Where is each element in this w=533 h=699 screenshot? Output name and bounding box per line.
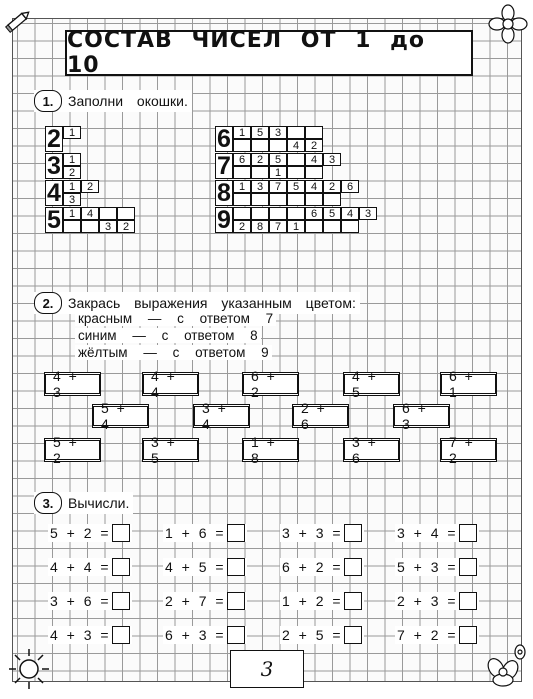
part-cell: 2	[305, 139, 323, 152]
empty-cell[interactable]	[287, 193, 305, 206]
expression-box[interactable]	[142, 368, 199, 400]
calculation-item	[48, 558, 132, 576]
expression-text: 2 + 6	[293, 406, 348, 426]
calculation-text: 4 + 4 =	[50, 559, 109, 575]
part-cell: 5	[251, 126, 269, 139]
calculation-item	[48, 592, 132, 610]
part-cell: 3	[359, 207, 377, 220]
part-cell: 1	[63, 207, 81, 220]
empty-cell[interactable]	[287, 126, 305, 139]
task3-header	[34, 492, 133, 514]
empty-cell[interactable]	[233, 139, 251, 152]
expression-box[interactable]	[343, 368, 400, 400]
answer-box[interactable]	[227, 558, 245, 576]
part-cell: 6	[305, 207, 323, 220]
flowers-icon	[478, 640, 532, 694]
part-cell: 2	[233, 220, 251, 233]
empty-cell[interactable]	[233, 166, 251, 179]
part-cell: 6	[233, 153, 251, 166]
calculation-item	[163, 558, 247, 576]
part-cell: 2	[63, 166, 81, 179]
left-row-3	[45, 153, 81, 179]
empty-cell[interactable]	[305, 193, 323, 206]
calculation-item	[280, 524, 364, 542]
calculation-text: 2 + 5 =	[282, 627, 341, 643]
calculation-text: 5 + 3 =	[397, 559, 456, 575]
left-row-2	[45, 126, 81, 152]
calculation-text: 6 + 3 =	[165, 627, 224, 643]
task1-number: 1.	[34, 90, 62, 112]
part-cell: 6	[341, 180, 359, 193]
answer-box[interactable]	[112, 626, 130, 644]
part-cell: 1	[233, 180, 251, 193]
part-cell: 1	[233, 126, 251, 139]
answer-box[interactable]	[112, 524, 130, 542]
whole-number: 6	[215, 126, 233, 152]
calculation-item	[395, 558, 479, 576]
part-cell: 1	[269, 166, 287, 179]
page-number: 3	[230, 650, 304, 688]
empty-cell[interactable]	[341, 220, 359, 233]
empty-cell[interactable]	[305, 166, 323, 179]
calculation-text: 5 + 2 =	[50, 525, 109, 541]
part-cell: 3	[323, 153, 341, 166]
color-rule-red: красным — с ответом 7	[75, 311, 276, 326]
part-cell: 3	[251, 180, 269, 193]
empty-cell[interactable]	[269, 193, 287, 206]
expression-text: 1 + 8	[243, 440, 298, 460]
empty-cell[interactable]	[287, 153, 305, 166]
calculation-item	[395, 524, 479, 542]
expression-box[interactable]	[242, 368, 299, 400]
calculation-text: 4 + 5 =	[165, 559, 224, 575]
expression-text: 3 + 4	[194, 406, 249, 426]
part-cell: 2	[251, 153, 269, 166]
empty-cell[interactable]	[81, 220, 99, 233]
part-cell: 4	[305, 180, 323, 193]
part-cell: 2	[323, 180, 341, 193]
answer-box[interactable]	[344, 592, 362, 610]
right-row-6	[215, 126, 323, 152]
left-row-4	[45, 180, 99, 206]
calculation-item	[280, 558, 364, 576]
empty-cell[interactable]	[305, 126, 323, 139]
calculation-text: 7 + 2 =	[397, 627, 456, 643]
task3-text: Вычисли.	[68, 495, 130, 511]
part-cell: 1	[63, 126, 81, 139]
expression-text: 5 + 4	[93, 406, 148, 426]
part-cell: 1	[287, 220, 305, 233]
calculation-item	[48, 524, 132, 542]
expression-box[interactable]	[440, 368, 497, 400]
sun-icon	[6, 646, 52, 692]
whole-number: 4	[45, 180, 63, 206]
answer-box[interactable]	[459, 592, 477, 610]
calculation-text: 1 + 2 =	[282, 593, 341, 609]
calculation-text: 2 + 7 =	[165, 593, 224, 609]
empty-cell[interactable]	[269, 139, 287, 152]
part-cell: 4	[341, 207, 359, 220]
empty-cell[interactable]	[63, 220, 81, 233]
empty-cell[interactable]	[233, 193, 251, 206]
answer-box[interactable]	[227, 626, 245, 644]
task1-header	[34, 90, 192, 112]
part-cell: 7	[269, 180, 287, 193]
empty-cell[interactable]	[251, 207, 269, 220]
empty-cell[interactable]	[117, 207, 135, 220]
answer-box[interactable]	[459, 558, 477, 576]
color-rule-yellow: жёлтым — с ответом 9	[75, 345, 272, 360]
calculation-text: 2 + 3 =	[397, 593, 456, 609]
task2-text: Закрась выражения указанным цветом:	[68, 295, 356, 311]
empty-cell[interactable]	[287, 207, 305, 220]
expression-box[interactable]	[343, 434, 400, 466]
empty-cell[interactable]	[251, 166, 269, 179]
whole-number: 7	[215, 153, 233, 179]
expression-box[interactable]	[142, 434, 199, 466]
calculation-item	[163, 626, 247, 644]
right-row-8	[215, 180, 359, 206]
answer-box[interactable]	[112, 558, 130, 576]
calculation-item	[48, 626, 132, 644]
answer-box[interactable]	[459, 626, 477, 644]
expression-text: 6 + 1	[441, 374, 496, 394]
expression-box[interactable]	[44, 434, 101, 466]
answer-box[interactable]	[227, 592, 245, 610]
part-cell: 1	[63, 180, 81, 193]
flower-icon	[488, 4, 528, 44]
expression-box[interactable]	[44, 368, 101, 400]
expression-box[interactable]	[292, 400, 349, 432]
whole-number: 2	[45, 126, 63, 152]
page-title: СОСТАВ ЧИСЕЛ ОТ 1 до 10	[65, 30, 473, 76]
part-cell: 5	[323, 207, 341, 220]
answer-box[interactable]	[344, 626, 362, 644]
part-cell: 4	[81, 207, 99, 220]
expression-text: 4 + 4	[143, 374, 198, 394]
expression-text: 4 + 3	[45, 374, 100, 394]
empty-cell[interactable]	[251, 139, 269, 152]
left-row-5	[45, 207, 135, 233]
empty-cell[interactable]	[323, 193, 341, 206]
expression-box[interactable]	[440, 434, 497, 466]
part-cell: 2	[81, 180, 99, 193]
right-row-7	[215, 153, 341, 179]
part-cell: 3	[99, 220, 117, 233]
task2-number: 2.	[34, 292, 62, 314]
answer-box[interactable]	[227, 524, 245, 542]
task1-text: Заполни окошки.	[68, 93, 188, 109]
expression-text: 6 + 2	[243, 374, 298, 394]
part-cell: 2	[117, 220, 135, 233]
expression-text: 3 + 5	[143, 440, 198, 460]
color-rule-blue: синим — с ответом 8	[75, 328, 261, 343]
calculation-item	[395, 592, 479, 610]
expression-box[interactable]	[92, 400, 149, 432]
calculation-item	[163, 592, 247, 610]
task3-number: 3.	[34, 492, 62, 514]
calculation-item	[280, 592, 364, 610]
calculation-text: 3 + 6 =	[50, 593, 109, 609]
whole-number: 3	[45, 153, 63, 179]
empty-cell[interactable]	[233, 207, 251, 220]
whole-number: 9	[215, 207, 233, 233]
expression-text: 3 + 6	[344, 440, 399, 460]
right-row-9	[215, 207, 377, 233]
answer-box[interactable]	[459, 524, 477, 542]
part-cell: 4	[305, 153, 323, 166]
calculation-text: 3 + 3 =	[282, 525, 341, 541]
part-cell: 8	[251, 220, 269, 233]
part-cell: 1	[63, 153, 81, 166]
whole-number: 5	[45, 207, 63, 233]
expression-text: 5 + 2	[45, 440, 100, 460]
part-cell: 5	[269, 153, 287, 166]
part-cell: 3	[269, 126, 287, 139]
empty-cell[interactable]	[323, 220, 341, 233]
calculation-item	[163, 524, 247, 542]
calculation-text: 1 + 6 =	[165, 525, 224, 541]
answer-box[interactable]	[344, 524, 362, 542]
answer-box[interactable]	[344, 558, 362, 576]
calculation-text: 4 + 3 =	[50, 627, 109, 643]
empty-cell[interactable]	[305, 220, 323, 233]
part-cell: 4	[287, 139, 305, 152]
expression-box[interactable]	[393, 400, 450, 432]
expression-text: 6 + 3	[394, 406, 449, 426]
expression-text: 4 + 5	[344, 374, 399, 394]
expression-box[interactable]	[193, 400, 250, 432]
part-cell: 7	[269, 220, 287, 233]
part-cell: 3	[63, 193, 81, 206]
whole-number: 8	[215, 180, 233, 206]
calculation-text: 3 + 4 =	[397, 525, 456, 541]
empty-cell[interactable]	[269, 207, 287, 220]
pencil-icon	[4, 6, 34, 36]
empty-cell[interactable]	[99, 207, 117, 220]
empty-cell[interactable]	[287, 166, 305, 179]
expression-text: 7 + 2	[441, 440, 496, 460]
empty-cell[interactable]	[251, 193, 269, 206]
expression-box[interactable]	[242, 434, 299, 466]
calculation-text: 6 + 2 =	[282, 559, 341, 575]
calculation-item	[280, 626, 364, 644]
calculation-item	[395, 626, 479, 644]
answer-box[interactable]	[112, 592, 130, 610]
part-cell: 5	[287, 180, 305, 193]
